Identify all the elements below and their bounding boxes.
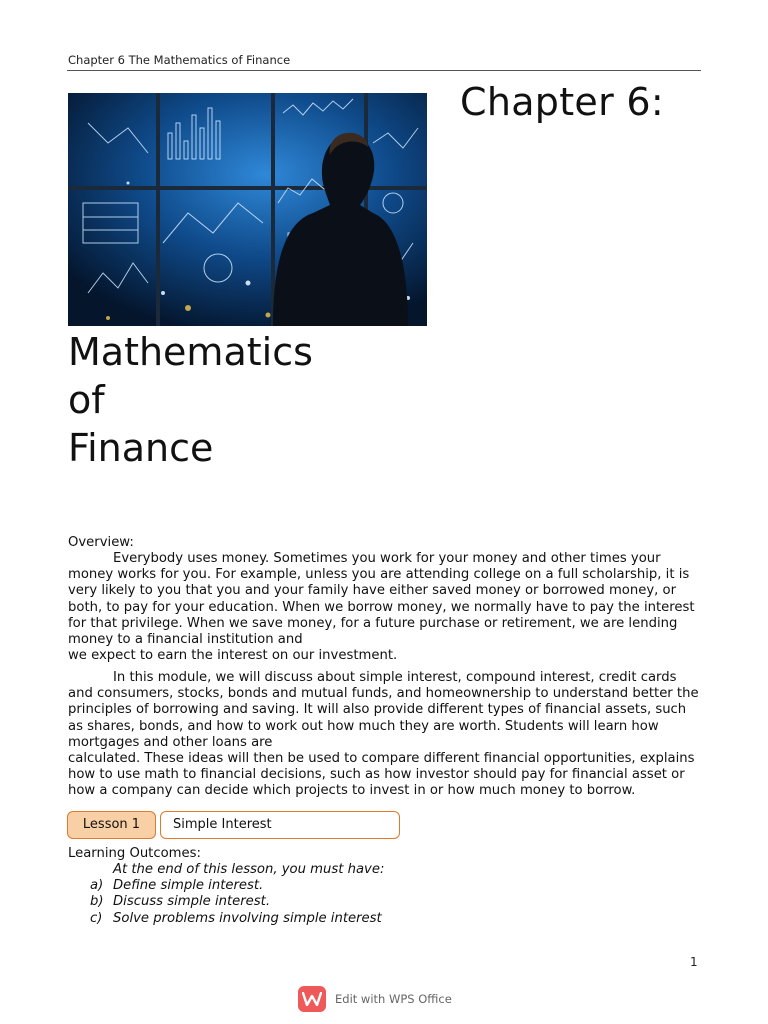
wps-edit-text: Edit with WPS Office: [335, 992, 452, 1006]
list-item: [90, 894, 382, 910]
overview-paragraph-2-text: In this module, we will discuss about simple interest, compound interest, credit cards and consumers, stocks, bonds and mutual funds, and homeownership to understand better the principles of borrowing and saving. It will also provide different types of financial assets, such as shares, bonds, and how to work out how much they are worth. Students will learn how mortgages and other loans are: [68, 670, 699, 750]
running-header: Chapter 6 The Mathematics of Finance: [68, 53, 291, 67]
learning-outcomes-list: [90, 878, 382, 927]
wps-edit-badge[interactable]: [298, 986, 452, 1012]
lesson-name: Simple Interest: [160, 811, 400, 839]
wps-logo-icon: [298, 986, 326, 1012]
page-number: 1: [690, 955, 698, 969]
list-marker: b): [90, 894, 104, 910]
list-item-text: Define simple interest.: [113, 878, 264, 893]
list-marker: a): [90, 878, 104, 893]
header-rule: [67, 70, 701, 71]
learning-outcomes-intro: At the end of this lesson, you must have:: [113, 862, 385, 877]
chapter-label: Chapter 6:: [460, 80, 664, 124]
list-item: [90, 911, 382, 927]
lesson-tag: Lesson 1: [67, 811, 156, 839]
list-item-text: Solve problems involving simple interest: [113, 910, 382, 926]
learning-outcomes-label: Learning Outcomes:: [68, 846, 201, 861]
title-line-3: Finance: [68, 426, 214, 470]
overview-paragraph-2: [68, 670, 702, 800]
list-item-text: Discuss simple interest.: [113, 894, 271, 910]
cover-image: [68, 93, 427, 326]
overview-paragraph-2-tail: calculated. These ideas will then be used to compare different financial opportunities, explains how to use math to financial decisions, such as how investor should pay for financial asset or how a company can decide which projects to invest in or how much money to borrow.: [68, 751, 695, 799]
title-line-1: Mathematics: [68, 330, 313, 374]
list-marker: c): [90, 910, 103, 926]
overview-paragraph-1: [68, 551, 702, 664]
main-title: [68, 328, 313, 472]
title-line-2: of: [68, 378, 105, 422]
overview-paragraph-1-tail: we expect to earn the interest on our investment.: [68, 648, 398, 664]
overview-paragraph-1-text: Everybody uses money. Sometimes you work for your money and other times your money works for you. For example, unless you are attending college on a full scholarship, it is very likely to you that you and your family have either saved money or borrowed money, or both, to pay for your education. When we borrow money, we normally have to pay the interest for that privilege. When we save money, for a future purchase or retirement, we are lending money to a financial institution and: [68, 551, 695, 648]
list-item: [90, 878, 382, 894]
overview-label: Overview:: [68, 535, 134, 550]
